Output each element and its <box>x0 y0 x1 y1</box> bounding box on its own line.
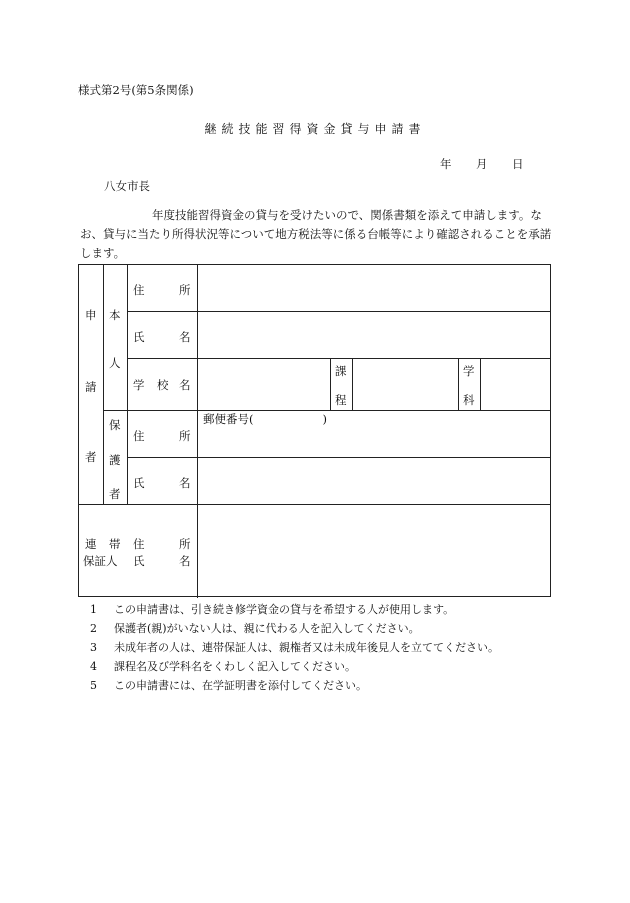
note-item <box>90 619 499 638</box>
guarantor-label-3: 保証人 <box>83 554 118 568</box>
self-name-label-1: 氏 <box>133 330 145 344</box>
guardian-char-3: 者 <box>109 487 121 501</box>
note-number: 5 <box>90 679 97 692</box>
date-month-label: 月 <box>476 157 488 171</box>
guarantor-address-label-2: 所 <box>179 537 191 551</box>
course-label-2: 程 <box>335 393 347 407</box>
school-label-1: 学 <box>133 378 145 392</box>
guarantor-name-label-2: 名 <box>179 554 191 568</box>
applicant-char-1: 申 <box>85 308 97 322</box>
self-name-label-2: 名 <box>179 330 191 344</box>
self-char-2: 人 <box>109 356 121 370</box>
self-char-1: 本 <box>109 308 121 322</box>
department-label-1: 学 <box>463 364 475 378</box>
course-label-1: 課 <box>335 364 347 378</box>
application-statement: 年度技能習得資金の貸与を受けたいので、関係書類を添えて申請します。なお、貸与に当たり所得状況等について地方税法等に係る台帳等により確認されることを承諾します。 <box>80 208 552 260</box>
date-year-label: 年 <box>440 157 452 171</box>
guarantor-name-label-1: 氏 <box>133 554 145 568</box>
note-text: この申請書は、引き続き修学資金の貸与を希望する人が使用します。 <box>114 603 455 616</box>
note-text: 課程名及び学科名をくわしく記入してください。 <box>114 660 356 673</box>
form-number: 様式第2号(第5条関係) <box>78 83 194 97</box>
note-text: 未成年者の人は、連帯保証人は、親権者又は未成年後見人を立ててください。 <box>114 641 499 654</box>
note-text: この申請書には、在学証明書を添付してください。 <box>114 679 367 692</box>
date-day-label: 日 <box>512 157 524 171</box>
note-number: 4 <box>90 660 97 673</box>
note-text: 保護者(親)がいない人は、親に代わる人を記入してください。 <box>114 622 420 635</box>
guardian-address-label-2: 所 <box>179 429 191 443</box>
note-number: 1 <box>90 603 97 616</box>
department-label-2: 科 <box>463 393 475 407</box>
postal-code-label: 郵便番号( ) <box>203 412 327 426</box>
guardian-char-1: 保 <box>109 418 121 432</box>
school-label-3: 名 <box>179 378 191 392</box>
application-table <box>78 264 551 597</box>
addressee: 八女市長 <box>104 179 150 193</box>
guardian-name-label-1: 氏 <box>133 476 145 490</box>
guarantor-address-label-1: 住 <box>133 537 145 551</box>
guarantor-label-2: 帯 <box>109 537 121 551</box>
document-title: 継続技能習得資金貸与申請書 <box>204 122 426 136</box>
note-item <box>90 638 499 657</box>
note-number: 2 <box>90 622 97 635</box>
applicant-char-2: 請 <box>85 380 97 394</box>
notes-list <box>90 600 499 695</box>
self-address-label-1: 住 <box>133 283 145 297</box>
guarantor-label-1: 連 <box>85 537 97 551</box>
self-address-label-2: 所 <box>179 283 191 297</box>
note-item <box>90 600 499 619</box>
guardian-address-label-1: 住 <box>133 429 145 443</box>
applicant-char-3: 者 <box>85 450 97 464</box>
school-label-2: 校 <box>157 378 169 392</box>
note-number: 3 <box>90 641 97 654</box>
guardian-char-2: 護 <box>109 453 121 467</box>
guardian-name-label-2: 名 <box>179 476 191 490</box>
note-item <box>90 676 499 695</box>
note-item <box>90 657 499 676</box>
